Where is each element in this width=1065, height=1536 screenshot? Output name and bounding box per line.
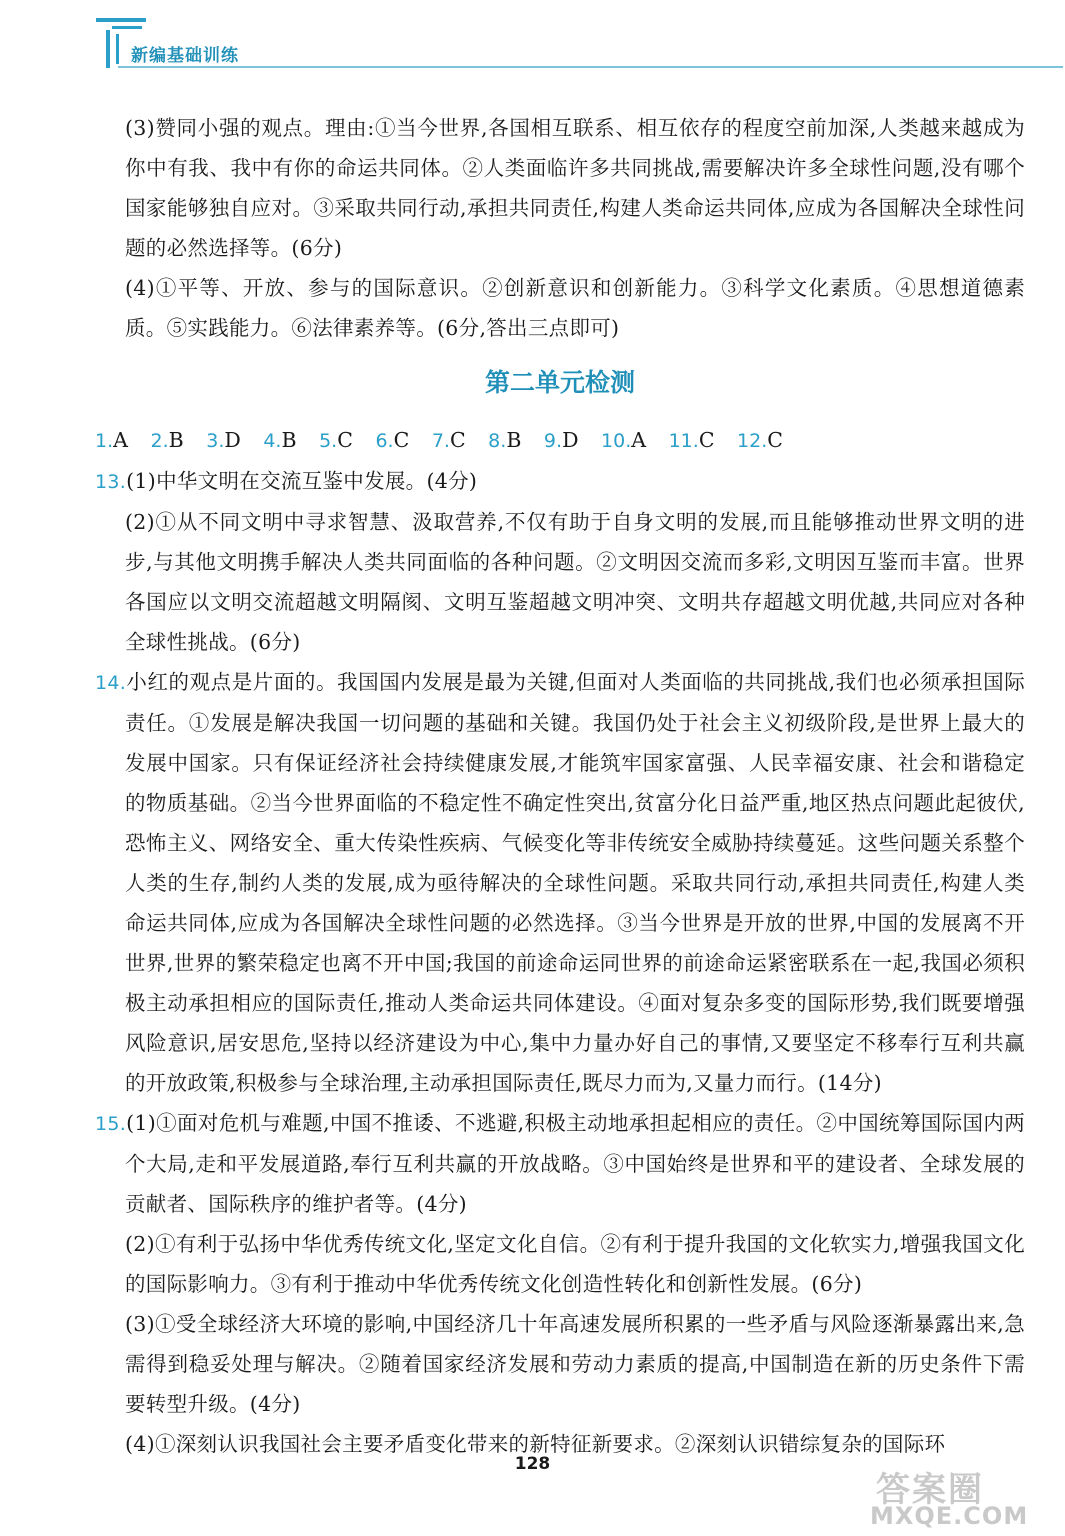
choice-answer: 4.B [263,428,297,452]
choice-answer: 8.B [488,428,522,452]
header-logo-bar-2 [106,30,110,68]
choice-answer: 1.A [95,428,128,452]
q15-part-1: 15.(1)①面对危机与难题,中国不推诿、不逃避,积极主动地承担起相应的责任。②中国统筹国际国内两个大局,走和平发展道路,奉行互利共赢的开放战略。③中国始终是世界和平的建设者、全球发展的贡献者、国际秩序的维护者等。(4分) [95,1111,1025,1216]
choice-answers [95,420,1025,461]
page-header [0,0,1065,80]
header-rule [118,66,1063,68]
header-logo-bar-3 [112,26,142,29]
q15-part-3: (3)①受全球经济大环境的影响,中国经济几十年高速发展所积累的一些矛盾与风险逐渐暴露出来,急需得到稳妥处理与解决。②随着国家经济发展和劳动力素质的提高,中国制造在新的历史条件下需要转型升级。(4分) [125,1312,1025,1416]
choice-answer: 11.C [668,428,715,452]
choice-answer: 6.C [375,428,410,452]
page-number: 128 [514,1454,551,1474]
header-logo-bar-4 [116,34,119,64]
header-title: 新编基础训练 [131,46,239,66]
choice-answer: 9.D [543,428,579,452]
intro-answer-3: (3)赞同小强的观点。理由:①当今世界,各国相互联系、相互依存的程度空前加深,人类越来越成为你中有我、我中有你的命运共同体。②人类面临许多共同挑战,需要解决许多全球性问题,没有哪个国家能够独自应对。③采取共同行动,承担共同责任,构建人类命运共同体,应成为各国解决全球性问题的必然选择等。(6分) [125,116,1025,260]
choice-answer: 10.A [601,428,647,452]
q13-part-1: 13.(1)中华文明在交流互鉴中发展。(4分) [95,469,478,493]
section-title: 第二单元检测 [484,368,635,397]
intro-answer-4: (4)①平等、开放、参与的国际意识。②创新意识和创新能力。③科学文化素质。④思想道德素质。⑤实践能力。⑥法律素养等。(6分,答出三点即可) [125,276,1025,340]
choice-answer: 2.B [150,428,184,452]
choice-answer: 7.C [431,428,466,452]
header-logo-bar-1 [96,18,146,22]
q14-number: 14. [95,672,127,694]
choice-answer: 5.C [319,428,353,452]
q13-number: 13. [95,471,127,493]
choice-answer: 12.C [737,428,783,452]
q15-number: 15. [95,1113,127,1135]
page-content [95,108,1025,1464]
watermark-logo: 答案圈 MXQE.COM [870,1470,1029,1530]
q13-part-2: (2)①从不同文明中寻求智慧、汲取营养,不仅有助于自身文明的发展,而且能够推动世界文明的进步,与其他文明携手解决人类共同面临的各种问题。②文明因交流而多彩,文明因互鉴而丰富。世界各国应以文明交流超越文明隔阂、文明互鉴超越文明冲突、文明共存超越文明优越,共同应对各种全球性挑战。(6分) [125,510,1025,654]
q14-answer: 14.小红的观点是片面的。我国国内发展是最为关键,但面对人类面临的共同挑战,我们也必须承担国际责任。①发展是解决我国一切问题的基础和关键。我国仍处于社会主义初级阶段,是世界上最大的发展中国家。只有保证经济社会持续健康发展,才能筑牢国家富强、人民幸福安康、社会和谐稳定的物质基础。②当今世界面临的不稳定性不确定性突出,贫富分化日益严重,地区热点问题此起彼伏,恐怖主义、网络安全、重大传染性疾病、气候变化等非传统安全威胁持续蔓延。这些问题关系整个人类的生存,制约人类的发展,成为亟待解决的全球性问题。采取共同行动,承担共同责任,构建人类命运共同体,应成为各国解决全球性问题的必然选择。③当今世界是开放的世界,中国的发展离不开世界,世界的繁荣稳定也离不开中国;我国的前途命运同世界的前途命运紧密联系在一起,我国必须积极主动承担相应的国际责任,推动人类命运共同体建设。④面对复杂多变的国际形势,我们既要增强风险意识,居安思危,坚持以经济建设为中心,集中力量办好自己的事情,又要坚定不移奉行互利共赢的开放政策,积极参与全球治理,主动承担国际责任,既尽力而为,又量力而行。(14分) [95,670,1025,1095]
choice-answer: 3.D [206,428,241,452]
q15-part-4: (4)①深刻认识我国社会主要矛盾变化带来的新特征新要求。②深刻认识错综复杂的国际环 [125,1432,946,1456]
q15-part-2: (2)①有利于弘扬中华优秀传统文化,坚定文化自信。②有利于提升我国的文化软实力,增强我国文化的国际影响力。③有利于推动中华优秀传统文化创造性转化和创新性发展。(6分) [125,1232,1025,1296]
